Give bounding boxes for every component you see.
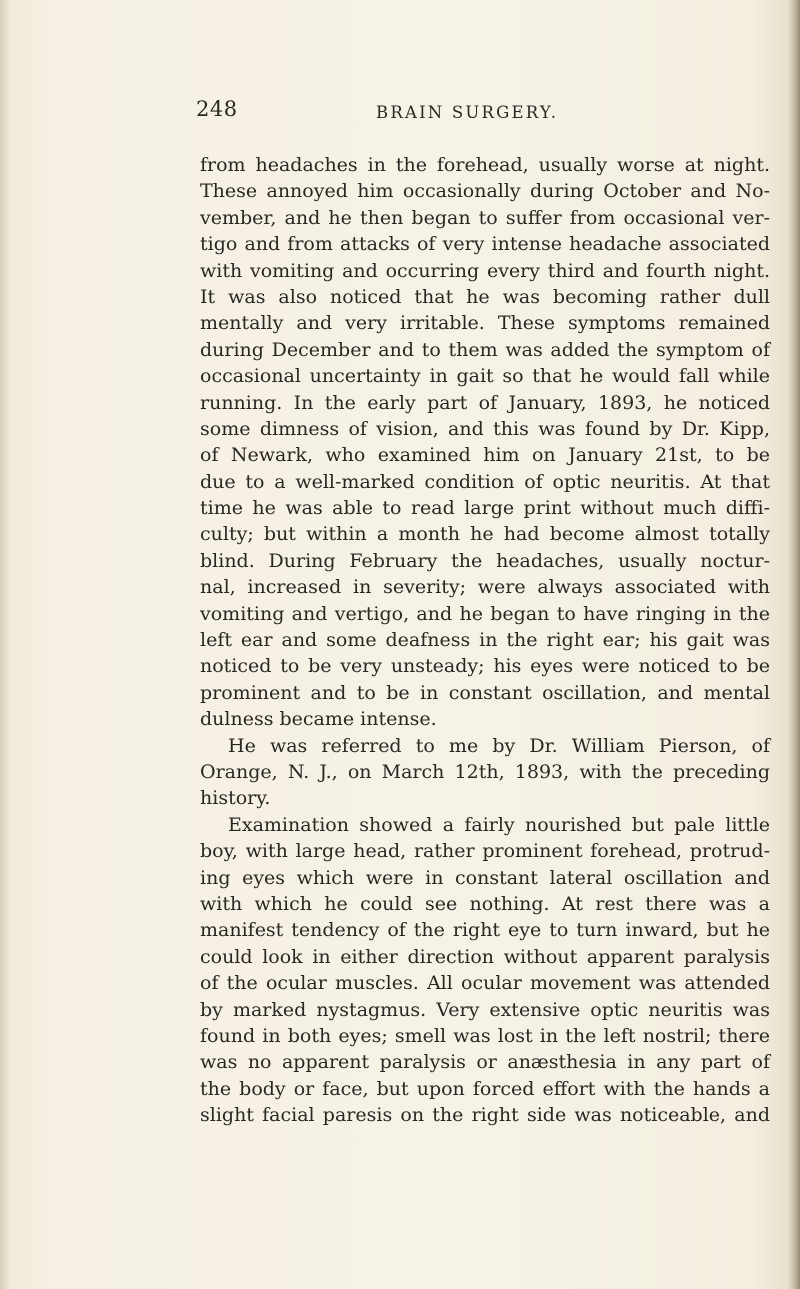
text-line: Examination showed a fairly nourished but pale little: [228, 813, 770, 836]
text-line: running. In the early part of January, 1893, he noticed: [200, 391, 770, 414]
text-line: vember, and he then began to suffer from occasional ver-: [200, 206, 770, 229]
text-line: of the ocular muscles. All ocular movement was attended: [200, 972, 770, 995]
text-line: by marked nystagmus. Very extensive optic neuritis was: [200, 998, 770, 1021]
text-line: with which he could see nothing. At rest there was a: [200, 892, 770, 915]
text-line: mentally and very irritable. These symptoms remained: [200, 312, 770, 335]
text-line: could look in either direction without apparent paralysis: [200, 945, 770, 968]
text-line: time he was able to read large print without much diffi-: [200, 497, 770, 520]
text-line: found in both eyes; smell was lost in the left nostril; there: [200, 1024, 770, 1047]
text-line: Orange, N. J., on March 12th, 1893, with the preceding: [200, 760, 770, 783]
text-line: noticed to be very unsteady; his eyes were noticed to be: [200, 655, 770, 678]
text-line: occasional uncertainty in gait so that he would fall while: [200, 365, 770, 388]
text-line: vomiting and vertigo, and he began to have ringing in the: [200, 602, 770, 625]
page-left-edge-shadow: [0, 0, 10, 1289]
text-line: prominent and to be in constant oscillation, and mental: [200, 681, 770, 704]
text-line: nal, increased in severity; were always associated with: [200, 576, 770, 599]
text-line: of Newark, who examined him on January 21st, to be: [200, 444, 770, 467]
text-line: dulness became intense.: [200, 708, 437, 731]
body-text: [200, 152, 770, 1128]
text-line: slight facial paresis on the right side was noticeable, and: [200, 1104, 770, 1127]
running-title: BRAIN SURGERY.: [376, 103, 559, 122]
text-line: manifest tendency of the right eye to turn inward, but he: [200, 919, 770, 942]
text-line: tigo and from attacks of very intense headache associated: [200, 233, 770, 256]
text-line: the body or face, but upon forced effort with the hands a: [200, 1077, 770, 1100]
text-line: due to a well-marked condition of optic neuritis. At that: [200, 470, 770, 493]
text-line: from headaches in the forehead, usually worse at night.: [200, 154, 770, 176]
text-line: with vomiting and occurring every third and fourth night.: [200, 259, 770, 282]
text-line: was no apparent paralysis or anæsthesia in any part of: [200, 1051, 770, 1074]
text-line: It was also noticed that he was becoming rather dull: [200, 285, 770, 308]
page-right-edge-shadow: [788, 0, 800, 1289]
text-line: during December and to them was added the symptom of: [200, 338, 770, 361]
text-line: some dimness of vision, and this was found by Dr. Kipp,: [200, 417, 770, 440]
text-line: history.: [200, 787, 271, 810]
text-line: He was referred to me by Dr. William Pierson, of: [228, 734, 770, 757]
text-line: boy, with large head, rather prominent forehead, protrud-: [200, 840, 770, 863]
text-line: These annoyed him occasionally during October and No-: [200, 180, 770, 203]
page-number: 248: [196, 97, 238, 121]
text-line: ing eyes which were in constant lateral oscillation and: [200, 866, 770, 889]
text-line: left ear and some deafness in the right ear; his gait was: [200, 629, 770, 652]
text-line: culty; but within a month he had become almost totally: [200, 523, 770, 546]
text-line: blind. During February the headaches, usually noctur-: [200, 549, 770, 572]
